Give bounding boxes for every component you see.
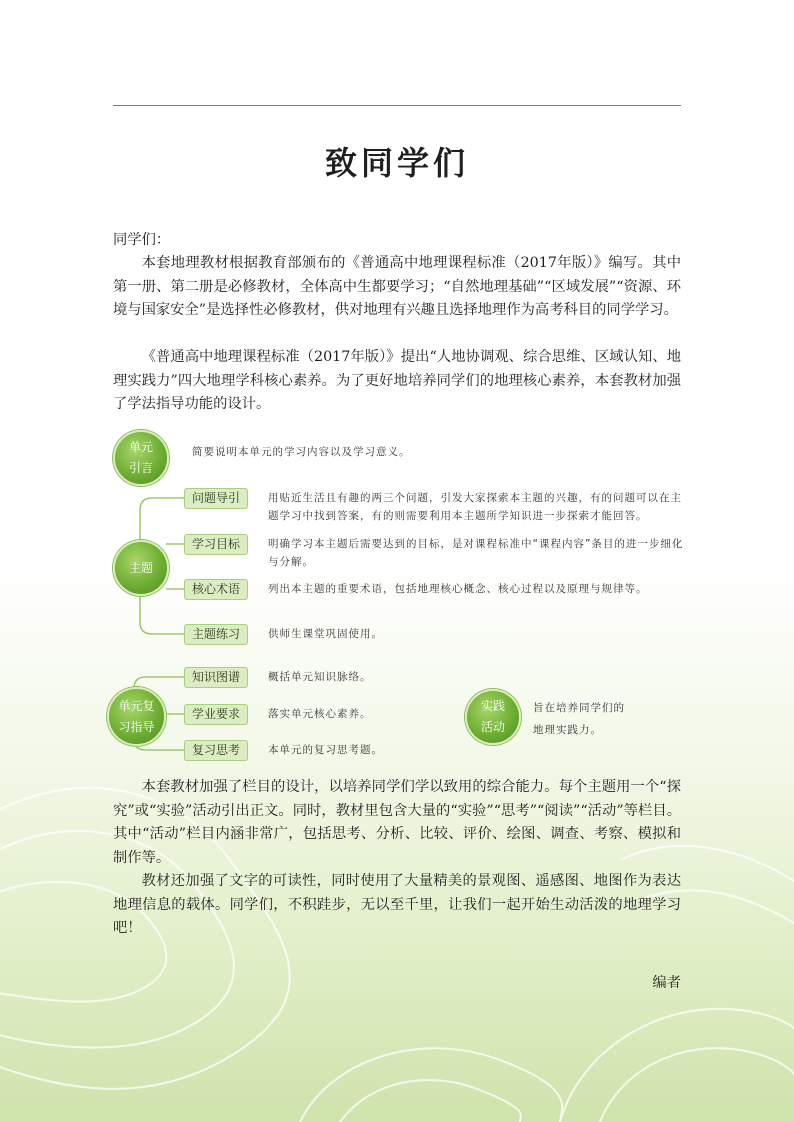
unit-intro-label-line1: 单元	[128, 440, 153, 454]
practice-note	[533, 697, 683, 741]
note-learning-goals: 明确学习本主题后需要达到的目标，是对课程标准中“课程内容”条目的进一步细化与分解。	[268, 538, 684, 568]
note-topic-exercise: 供师生课堂巩固使用。	[268, 628, 383, 640]
paragraph-1: 本套地理教材根据教育部颁布的《普通高中地理课程标准（2017年版）》编写。其中第一册、第二册是必修教材，全体高中生都要学习；“自然地理基础”“区域发展”“资源、环境与国家安全”是选择性必修教材，供对地理有兴趣且选择地理作为高考科目的同学学习。	[113, 255, 681, 318]
practice-note-line1: 旨在培养同学们的	[533, 702, 625, 714]
greeting: 同学们：	[113, 232, 171, 248]
tag-review-thinking: 复习思考	[184, 740, 248, 761]
unit-review-circle	[107, 687, 166, 746]
paragraph-3: 本套教材加强了栏目的设计，以培养同学们学以致用的综合能力。每个主题用一个“探究”或“实验”活动引出正文。同时，教材里包含大量的“实验”“思考”“阅读”“活动”等栏目。其中“活动”栏目内涵非常广，包括思考、分析、比较、评价、绘图、调查、考察、模拟和制作等。	[113, 779, 681, 866]
note-review-thinking: 本单元的复习思考题。	[268, 744, 383, 756]
practice-note-line2: 地理实践力。	[533, 724, 602, 736]
topic-circle	[113, 540, 169, 596]
tag-topic-exercise: 主题练习	[184, 624, 248, 645]
unit-review-label-line1: 单元复	[118, 698, 155, 713]
note-question-guide: 用贴近生活且有趣的两三个问题，引发大家探索本主题的兴趣，有的问题可以在主题学习中找到答案，有的则需要利用本主题所学知识进一步探索才能回答。	[268, 492, 682, 522]
note-knowledge-map: 概括单元知识脉络。	[268, 671, 372, 683]
note-core-terms: 列出本主题的重要术语，包括地理核心概念、核心过程以及原理与规律等。	[268, 583, 648, 595]
practice-label-line2: 活动	[480, 720, 505, 734]
tag-learning-goals: 学习目标	[184, 534, 248, 555]
practice-label-line1: 实践	[480, 699, 505, 713]
tag-core-terms: 核心术语	[184, 579, 248, 600]
paragraph-2: 《普通高中地理课程标准（2017年版）》提出“人地协调观、综合思维、区域认知、地理实践力”四大地理学科核心素养。为了更好地培养同学们的地理核心素养，本套教材加强了学法指导功能的设计。	[113, 349, 681, 412]
tag-knowledge-map: 知识图谱	[184, 667, 248, 688]
note-academic-requirements: 落实单元核心素养。	[268, 708, 372, 720]
topic-label: 主题	[128, 560, 153, 575]
paragraph-4: 教材还加强了文字的可读性，同时使用了大量精美的景观图、遥感图、地图作为表达地理信息的载体。同学们，不积跬步，无以至千里，让我们一起开始生动活泼的地理学习吧！	[113, 873, 681, 936]
practice-circle	[465, 689, 521, 745]
unit-intro-note: 简要说明本单元的学习内容以及学习意义。	[192, 446, 411, 458]
unit-intro-label-line2: 引言	[128, 461, 153, 475]
page-title: 致同学们	[324, 144, 469, 182]
tag-question-guide: 问题导引	[184, 488, 248, 509]
unit-intro-circle	[113, 430, 169, 486]
tag-academic-requirements: 学业要求	[184, 704, 248, 725]
unit-review-label-line2: 习指导	[118, 719, 155, 734]
signature: 编者	[652, 975, 681, 991]
